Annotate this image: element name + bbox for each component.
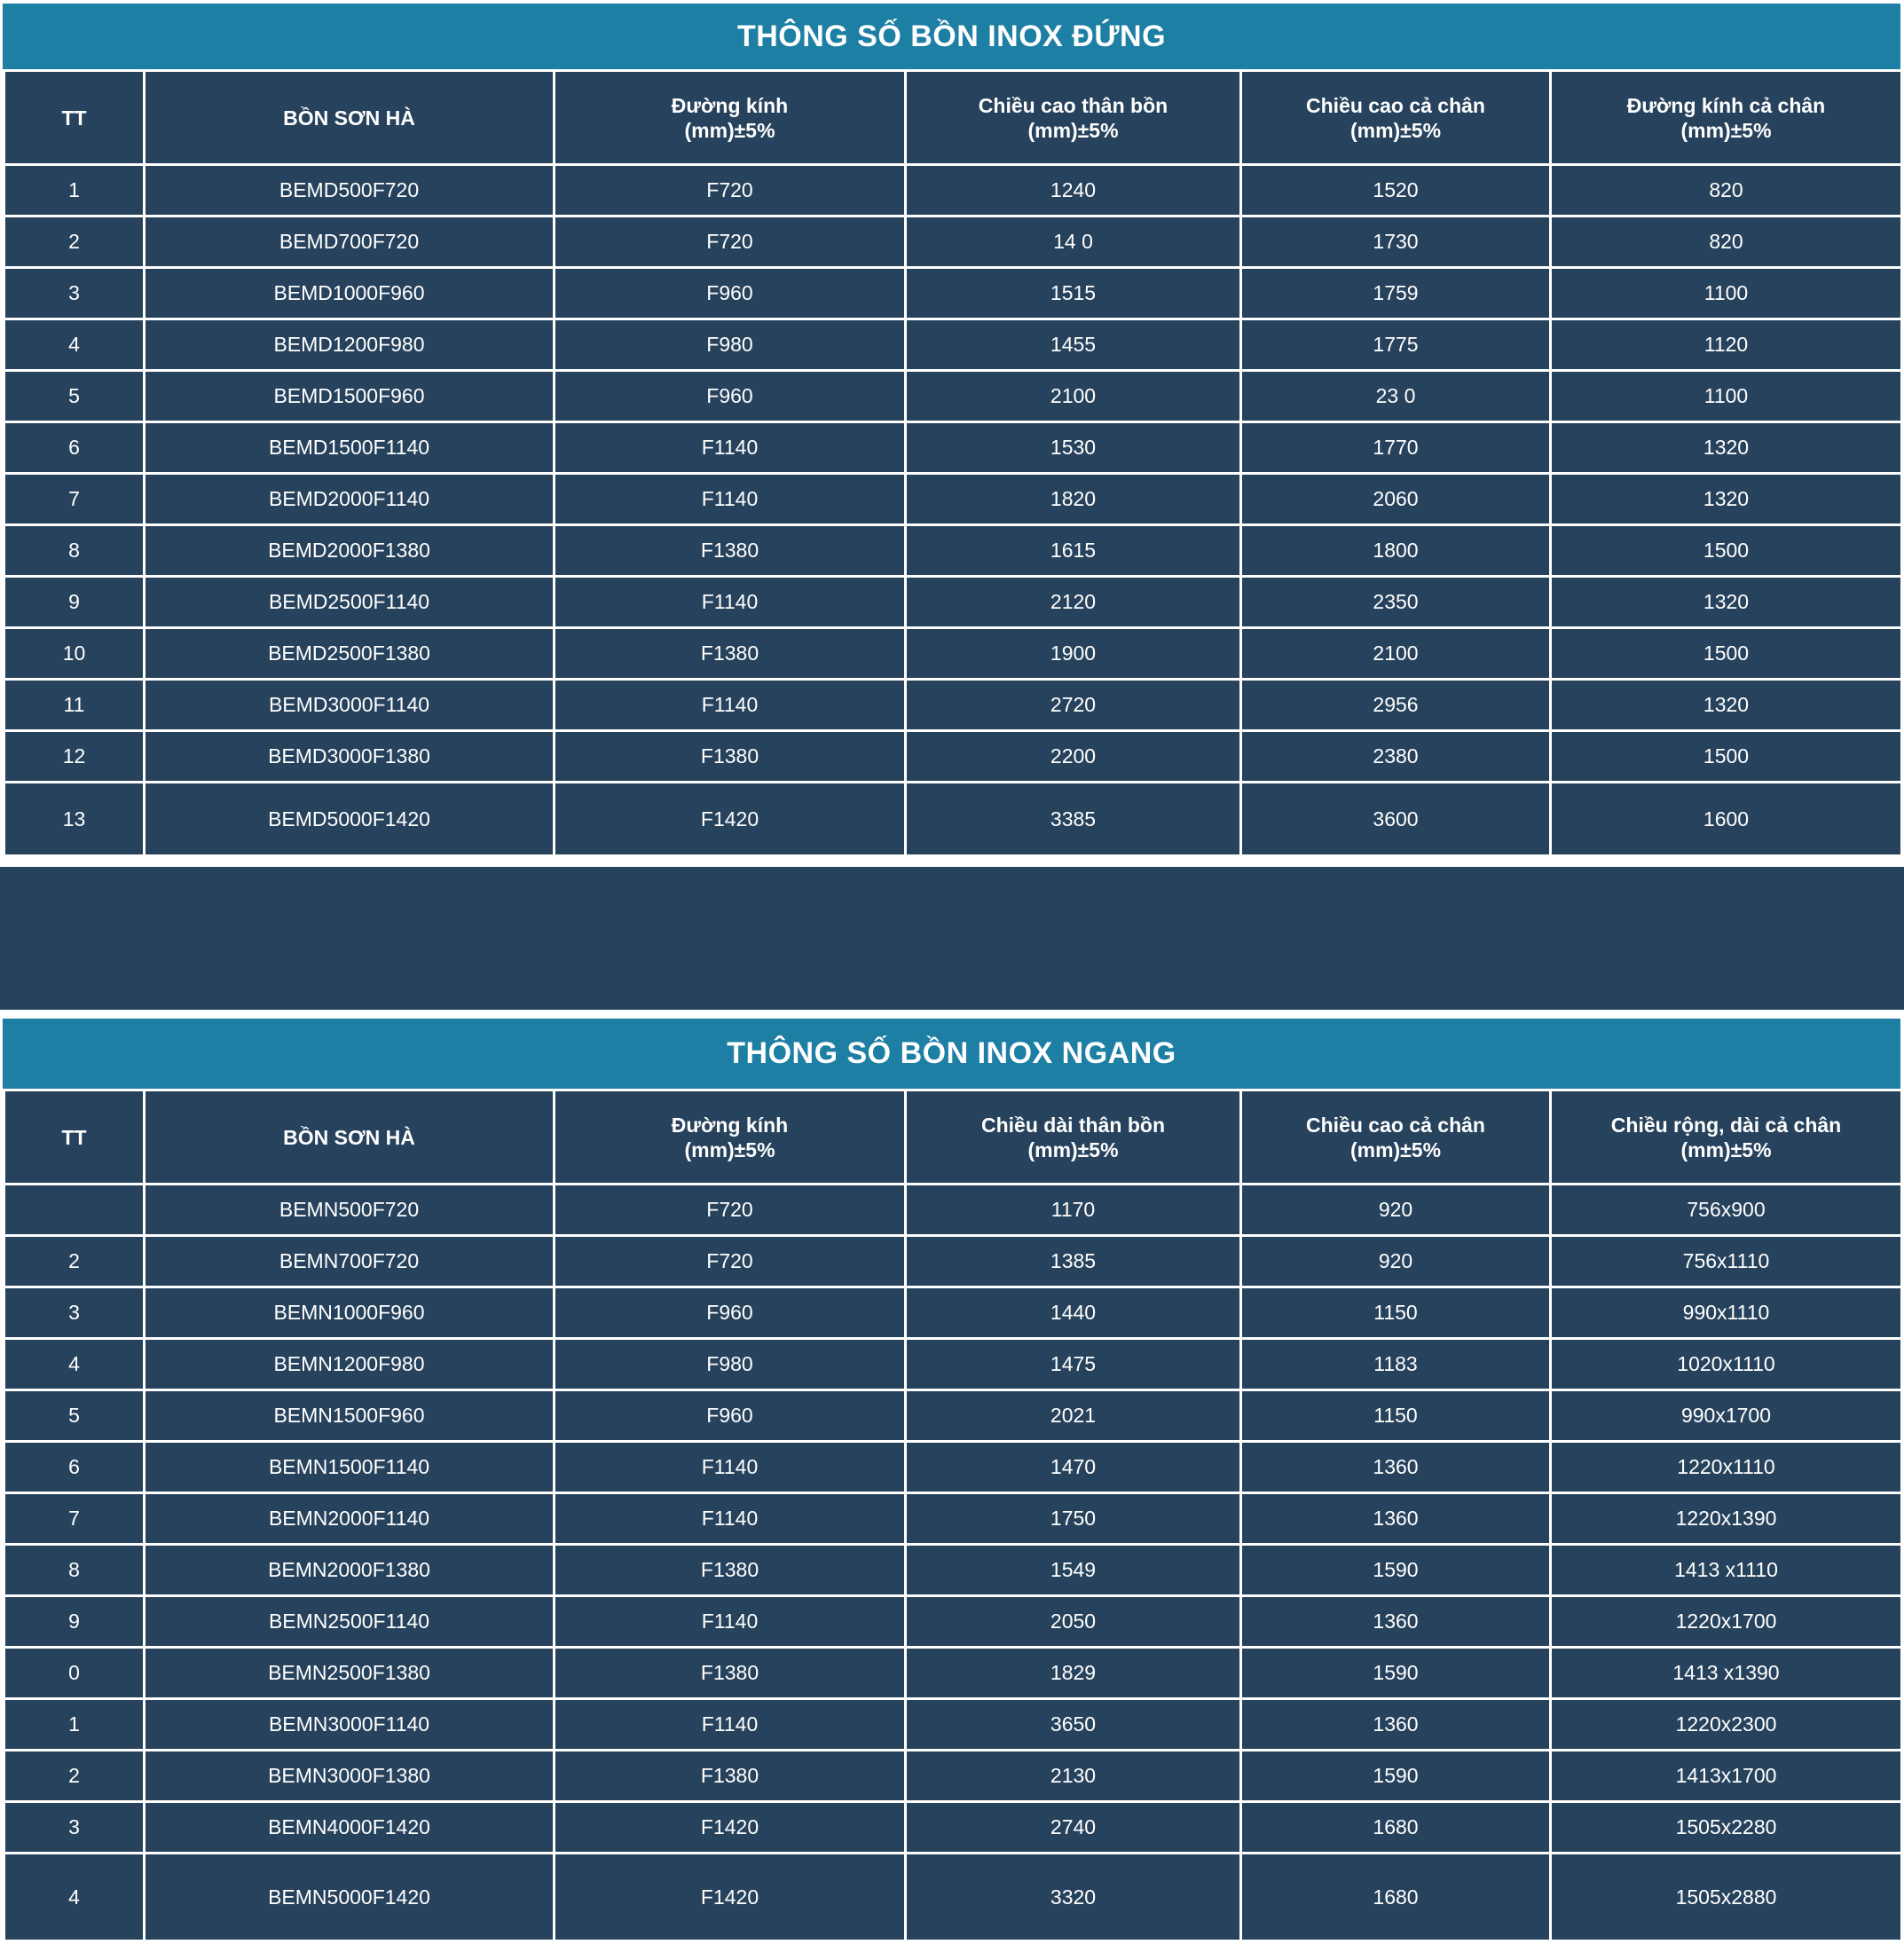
column-header xyxy=(555,71,906,165)
table-cell: 6 xyxy=(4,422,145,474)
table-cell: BEMN1500F1140 xyxy=(145,1442,555,1493)
table-cell: 3 xyxy=(4,1802,145,1854)
table-cell: F1140 xyxy=(555,1442,906,1493)
table-cell: 1220x1700 xyxy=(1551,1596,1902,1648)
table-cell: 1530 xyxy=(906,422,1241,474)
table-cell: F1140 xyxy=(555,422,906,474)
table-cell: 3385 xyxy=(906,783,1241,856)
table-row xyxy=(4,525,1902,577)
column-header-label: TT xyxy=(61,106,87,130)
table-cell: 2100 xyxy=(906,371,1241,422)
table-cell: 23 0 xyxy=(1241,371,1551,422)
table-cell: F1420 xyxy=(555,1854,906,1941)
column-header xyxy=(1241,1090,1551,1185)
table-cell: 13 xyxy=(4,783,145,856)
table-cell: BEMN2500F1140 xyxy=(145,1596,555,1648)
table-cell: 1770 xyxy=(1241,422,1551,474)
table-cell: 2956 xyxy=(1241,680,1551,731)
table-cell: 1320 xyxy=(1551,680,1902,731)
column-header-label: Chiều cao thân bồn xyxy=(978,93,1168,117)
table-cell: 9 xyxy=(4,1596,145,1648)
table-cell: F1380 xyxy=(555,1751,906,1802)
column-header xyxy=(906,1090,1241,1185)
table-cell: 1820 xyxy=(906,474,1241,525)
table-cell: 6 xyxy=(4,1442,145,1493)
table-cell: 1500 xyxy=(1551,525,1902,577)
table-cell: 7 xyxy=(4,1493,145,1545)
table-row xyxy=(4,474,1902,525)
table-cell: 1549 xyxy=(906,1545,1241,1596)
table-row xyxy=(4,1802,1902,1854)
table-cell: 11 xyxy=(4,680,145,731)
table-cell: 1600 xyxy=(1551,783,1902,856)
table-cell: 3320 xyxy=(906,1854,1241,1941)
table-cell: F1420 xyxy=(555,783,906,856)
table-cell: 1100 xyxy=(1551,268,1902,319)
column-header xyxy=(4,71,145,165)
column-header-label: Chiều rộng, dài cả chân xyxy=(1610,1113,1842,1137)
table-cell: BEMD2500F1140 xyxy=(145,577,555,628)
table-cell: F960 xyxy=(555,1390,906,1442)
table-cell: F1140 xyxy=(555,474,906,525)
table-cell: F1140 xyxy=(555,1596,906,1648)
table-cell: 1500 xyxy=(1551,731,1902,783)
table-cell: 1500 xyxy=(1551,628,1902,680)
table-cell: 1515 xyxy=(906,268,1241,319)
table-cell: F1380 xyxy=(555,1648,906,1699)
table-cell: 1440 xyxy=(906,1287,1241,1339)
table-cell: 2 xyxy=(4,1236,145,1287)
table-cell: 5 xyxy=(4,1390,145,1442)
table-cell: 2200 xyxy=(906,731,1241,783)
column-header-label: BỒN SƠN HÀ xyxy=(283,1125,415,1149)
table-cell: 920 xyxy=(1241,1185,1551,1236)
table-cell: F720 xyxy=(555,216,906,268)
table-cell: 14 0 xyxy=(906,216,1241,268)
table-cell: BEMD1000F960 xyxy=(145,268,555,319)
table-cell: BEMD5000F1420 xyxy=(145,783,555,856)
table-cell: 12 xyxy=(4,731,145,783)
table-cell: 1020x1110 xyxy=(1551,1339,1902,1390)
table-cell: 1360 xyxy=(1241,1699,1551,1751)
vertical-tank-spec-table xyxy=(3,69,1903,857)
table-cell: BEMN1000F960 xyxy=(145,1287,555,1339)
table-cell: 2060 xyxy=(1241,474,1551,525)
table-cell: F960 xyxy=(555,268,906,319)
column-header-label: Chiều dài thân bồn xyxy=(981,1113,1165,1137)
table-cell: 1220x1390 xyxy=(1551,1493,1902,1545)
table-cell: F1380 xyxy=(555,525,906,577)
table-cell: BEMD3000F1140 xyxy=(145,680,555,731)
table-row xyxy=(4,731,1902,783)
table-cell: 1170 xyxy=(906,1185,1241,1236)
table-cell: 1775 xyxy=(1241,319,1551,371)
table-cell: BEMN700F720 xyxy=(145,1236,555,1287)
column-header-label: Chiều cao cả chân xyxy=(1306,93,1485,117)
table-cell: 1505x2880 xyxy=(1551,1854,1902,1941)
table-cell: 1 xyxy=(4,165,145,216)
table-row xyxy=(4,1854,1902,1941)
table-cell: 1320 xyxy=(1551,422,1902,474)
table-cell: 1505x2280 xyxy=(1551,1802,1902,1854)
table-cell: 1360 xyxy=(1241,1596,1551,1648)
table-cell: 4 xyxy=(4,1339,145,1390)
table-row xyxy=(4,1699,1902,1751)
table-row xyxy=(4,1596,1902,1648)
table-cell: 1800 xyxy=(1241,525,1551,577)
table-cell: F960 xyxy=(555,371,906,422)
table-cell: 3600 xyxy=(1241,783,1551,856)
table-cell: BEMN2000F1380 xyxy=(145,1545,555,1596)
table-cell: 756x900 xyxy=(1551,1185,1902,1236)
column-header-label: Đường kính xyxy=(671,1113,789,1137)
table-cell: 9 xyxy=(4,577,145,628)
column-header-unit: (mm)±5% xyxy=(1349,1137,1442,1161)
table-cell: 1 xyxy=(4,1699,145,1751)
table-cell: 2380 xyxy=(1241,731,1551,783)
column-header-unit: (mm)±5% xyxy=(1027,1137,1119,1161)
table-cell: BEMD500F720 xyxy=(145,165,555,216)
column-header-unit: (mm)±5% xyxy=(684,118,775,142)
table-cell: 1520 xyxy=(1241,165,1551,216)
table-row xyxy=(4,577,1902,628)
table-row xyxy=(4,1648,1902,1699)
table-cell: 1750 xyxy=(906,1493,1241,1545)
table-cell: 1183 xyxy=(1241,1339,1551,1390)
table-cell: 7 xyxy=(4,474,145,525)
table-cell: 1759 xyxy=(1241,268,1551,319)
table-cell: F1380 xyxy=(555,628,906,680)
table-cell: F980 xyxy=(555,1339,906,1390)
table-cell: F720 xyxy=(555,1236,906,1287)
table-row xyxy=(4,1493,1902,1545)
table-cell: 2120 xyxy=(906,577,1241,628)
table-cell: BEMD1500F960 xyxy=(145,371,555,422)
table-cell: BEMD3000F1380 xyxy=(145,731,555,783)
table-cell: 2740 xyxy=(906,1802,1241,1854)
table-row xyxy=(4,1339,1902,1390)
table-cell: 2 xyxy=(4,1751,145,1802)
table-cell: 2130 xyxy=(906,1751,1241,1802)
table-cell: 1413 x1390 xyxy=(1551,1648,1902,1699)
table-row xyxy=(4,268,1902,319)
table-cell: 1320 xyxy=(1551,577,1902,628)
table-row xyxy=(4,680,1902,731)
table-cell: 10 xyxy=(4,628,145,680)
table-cell: 1680 xyxy=(1241,1854,1551,1941)
table-cell: BEMN1200F980 xyxy=(145,1339,555,1390)
table-cell: F980 xyxy=(555,319,906,371)
table-cell: 2 xyxy=(4,216,145,268)
column-header-label: Đường kính cả chân xyxy=(1626,93,1826,117)
table-cell: 1829 xyxy=(906,1648,1241,1699)
table-row xyxy=(4,1751,1902,1802)
table-cell: 1220x1110 xyxy=(1551,1442,1902,1493)
table-cell: BEMN1500F960 xyxy=(145,1390,555,1442)
table-cell: 1470 xyxy=(906,1442,1241,1493)
table-cell: 2050 xyxy=(906,1596,1241,1648)
table-cell: F1380 xyxy=(555,731,906,783)
table-cell: BEMN500F720 xyxy=(145,1185,555,1236)
table-cell: F960 xyxy=(555,1287,906,1339)
table-cell: BEMN5000F1420 xyxy=(145,1854,555,1941)
table-cell: BEMD1500F1140 xyxy=(145,422,555,474)
column-header-label: Đường kính xyxy=(671,93,789,117)
column-header xyxy=(1551,1090,1902,1185)
table-cell: 1900 xyxy=(906,628,1241,680)
table-cell: 1100 xyxy=(1551,371,1902,422)
table-cell: F1420 xyxy=(555,1802,906,1854)
column-header-label: Chiều cao cả chân xyxy=(1306,1113,1485,1137)
table-row xyxy=(4,1545,1902,1596)
table-cell: 3 xyxy=(4,1287,145,1339)
table-cell xyxy=(4,1185,145,1236)
column-header xyxy=(1551,71,1902,165)
column-header-unit: (mm)±5% xyxy=(1680,118,1772,142)
table-cell: F1140 xyxy=(555,680,906,731)
table-cell: 1475 xyxy=(906,1339,1241,1390)
table-cell: F720 xyxy=(555,1185,906,1236)
column-header xyxy=(145,1090,555,1185)
column-header xyxy=(4,1090,145,1185)
table-row xyxy=(4,422,1902,474)
table-cell: 2021 xyxy=(906,1390,1241,1442)
table-cell: 3650 xyxy=(906,1699,1241,1751)
column-header-unit: (mm)±5% xyxy=(684,1137,775,1161)
table-cell: BEMN4000F1420 xyxy=(145,1802,555,1854)
table-cell: BEMD2500F1380 xyxy=(145,628,555,680)
table-cell: 820 xyxy=(1551,165,1902,216)
table-cell: 2720 xyxy=(906,680,1241,731)
column-header xyxy=(555,1090,906,1185)
table-cell: 1320 xyxy=(1551,474,1902,525)
column-header-unit: (mm)±5% xyxy=(1680,1137,1772,1161)
table-cell: 1150 xyxy=(1241,1390,1551,1442)
table-cell: BEMD1200F980 xyxy=(145,319,555,371)
table-header-row xyxy=(4,1090,1902,1185)
table2-title: THÔNG SỐ BỒN INOX NGANG xyxy=(3,1019,1900,1089)
table-cell: 2350 xyxy=(1241,577,1551,628)
table-row xyxy=(4,371,1902,422)
table-cell: 1730 xyxy=(1241,216,1551,268)
table-cell: 5 xyxy=(4,371,145,422)
table-row xyxy=(4,628,1902,680)
horizontal-tank-spec-table xyxy=(3,1089,1903,1942)
table-cell: 3 xyxy=(4,268,145,319)
table-row xyxy=(4,1236,1902,1287)
table-cell: 820 xyxy=(1551,216,1902,268)
table-cell: BEMN2000F1140 xyxy=(145,1493,555,1545)
table-cell: BEMN3000F1380 xyxy=(145,1751,555,1802)
table-row xyxy=(4,1442,1902,1493)
table-cell: 1360 xyxy=(1241,1442,1551,1493)
table-cell: BEMD2000F1380 xyxy=(145,525,555,577)
table-cell: 1240 xyxy=(906,165,1241,216)
table-row xyxy=(4,1390,1902,1442)
section-divider xyxy=(0,867,1904,1010)
table-cell: 0 xyxy=(4,1648,145,1699)
table-cell: 8 xyxy=(4,525,145,577)
column-header-label: TT xyxy=(61,1125,87,1149)
table-cell: 4 xyxy=(4,1854,145,1941)
table-cell: 1360 xyxy=(1241,1493,1551,1545)
column-header-label: BỒN SƠN HÀ xyxy=(283,106,415,130)
table-cell: 920 xyxy=(1241,1236,1551,1287)
table-cell: 2100 xyxy=(1241,628,1551,680)
table-row xyxy=(4,165,1902,216)
table-row xyxy=(4,319,1902,371)
table-cell: F1140 xyxy=(555,1493,906,1545)
table-header-row xyxy=(4,71,1902,165)
table-row xyxy=(4,216,1902,268)
table-cell: 1150 xyxy=(1241,1287,1551,1339)
table-cell: BEMD2000F1140 xyxy=(145,474,555,525)
table-cell: 1413 x1110 xyxy=(1551,1545,1902,1596)
table-cell: F1140 xyxy=(555,577,906,628)
table-cell: 1590 xyxy=(1241,1751,1551,1802)
column-header-unit: (mm)±5% xyxy=(1027,118,1119,142)
table-cell: BEMD700F720 xyxy=(145,216,555,268)
table-cell: 1455 xyxy=(906,319,1241,371)
column-header xyxy=(1241,71,1551,165)
table-cell: F1140 xyxy=(555,1699,906,1751)
table-cell: 1220x2300 xyxy=(1551,1699,1902,1751)
column-header xyxy=(145,71,555,165)
table-cell: 1385 xyxy=(906,1236,1241,1287)
table-cell: 756x1110 xyxy=(1551,1236,1902,1287)
table-cell: F720 xyxy=(555,165,906,216)
table-cell: 1120 xyxy=(1551,319,1902,371)
table-cell: 1413x1700 xyxy=(1551,1751,1902,1802)
table-cell: 4 xyxy=(4,319,145,371)
table1-title: THÔNG SỐ BỒN INOX ĐỨNG xyxy=(3,4,1900,69)
table-cell: F1380 xyxy=(555,1545,906,1596)
table-row xyxy=(4,783,1902,856)
table-cell: 990x1700 xyxy=(1551,1390,1902,1442)
table-cell: 1590 xyxy=(1241,1648,1551,1699)
column-header-unit: (mm)±5% xyxy=(1349,118,1442,142)
table-row xyxy=(4,1287,1902,1339)
column-header xyxy=(906,71,1241,165)
table-cell: 1590 xyxy=(1241,1545,1551,1596)
table-cell: 1615 xyxy=(906,525,1241,577)
table-row xyxy=(4,1185,1902,1236)
table-cell: 1680 xyxy=(1241,1802,1551,1854)
table-cell: BEMN3000F1140 xyxy=(145,1699,555,1751)
table-cell: 990x1110 xyxy=(1551,1287,1902,1339)
table-cell: BEMN2500F1380 xyxy=(145,1648,555,1699)
table-cell: 8 xyxy=(4,1545,145,1596)
